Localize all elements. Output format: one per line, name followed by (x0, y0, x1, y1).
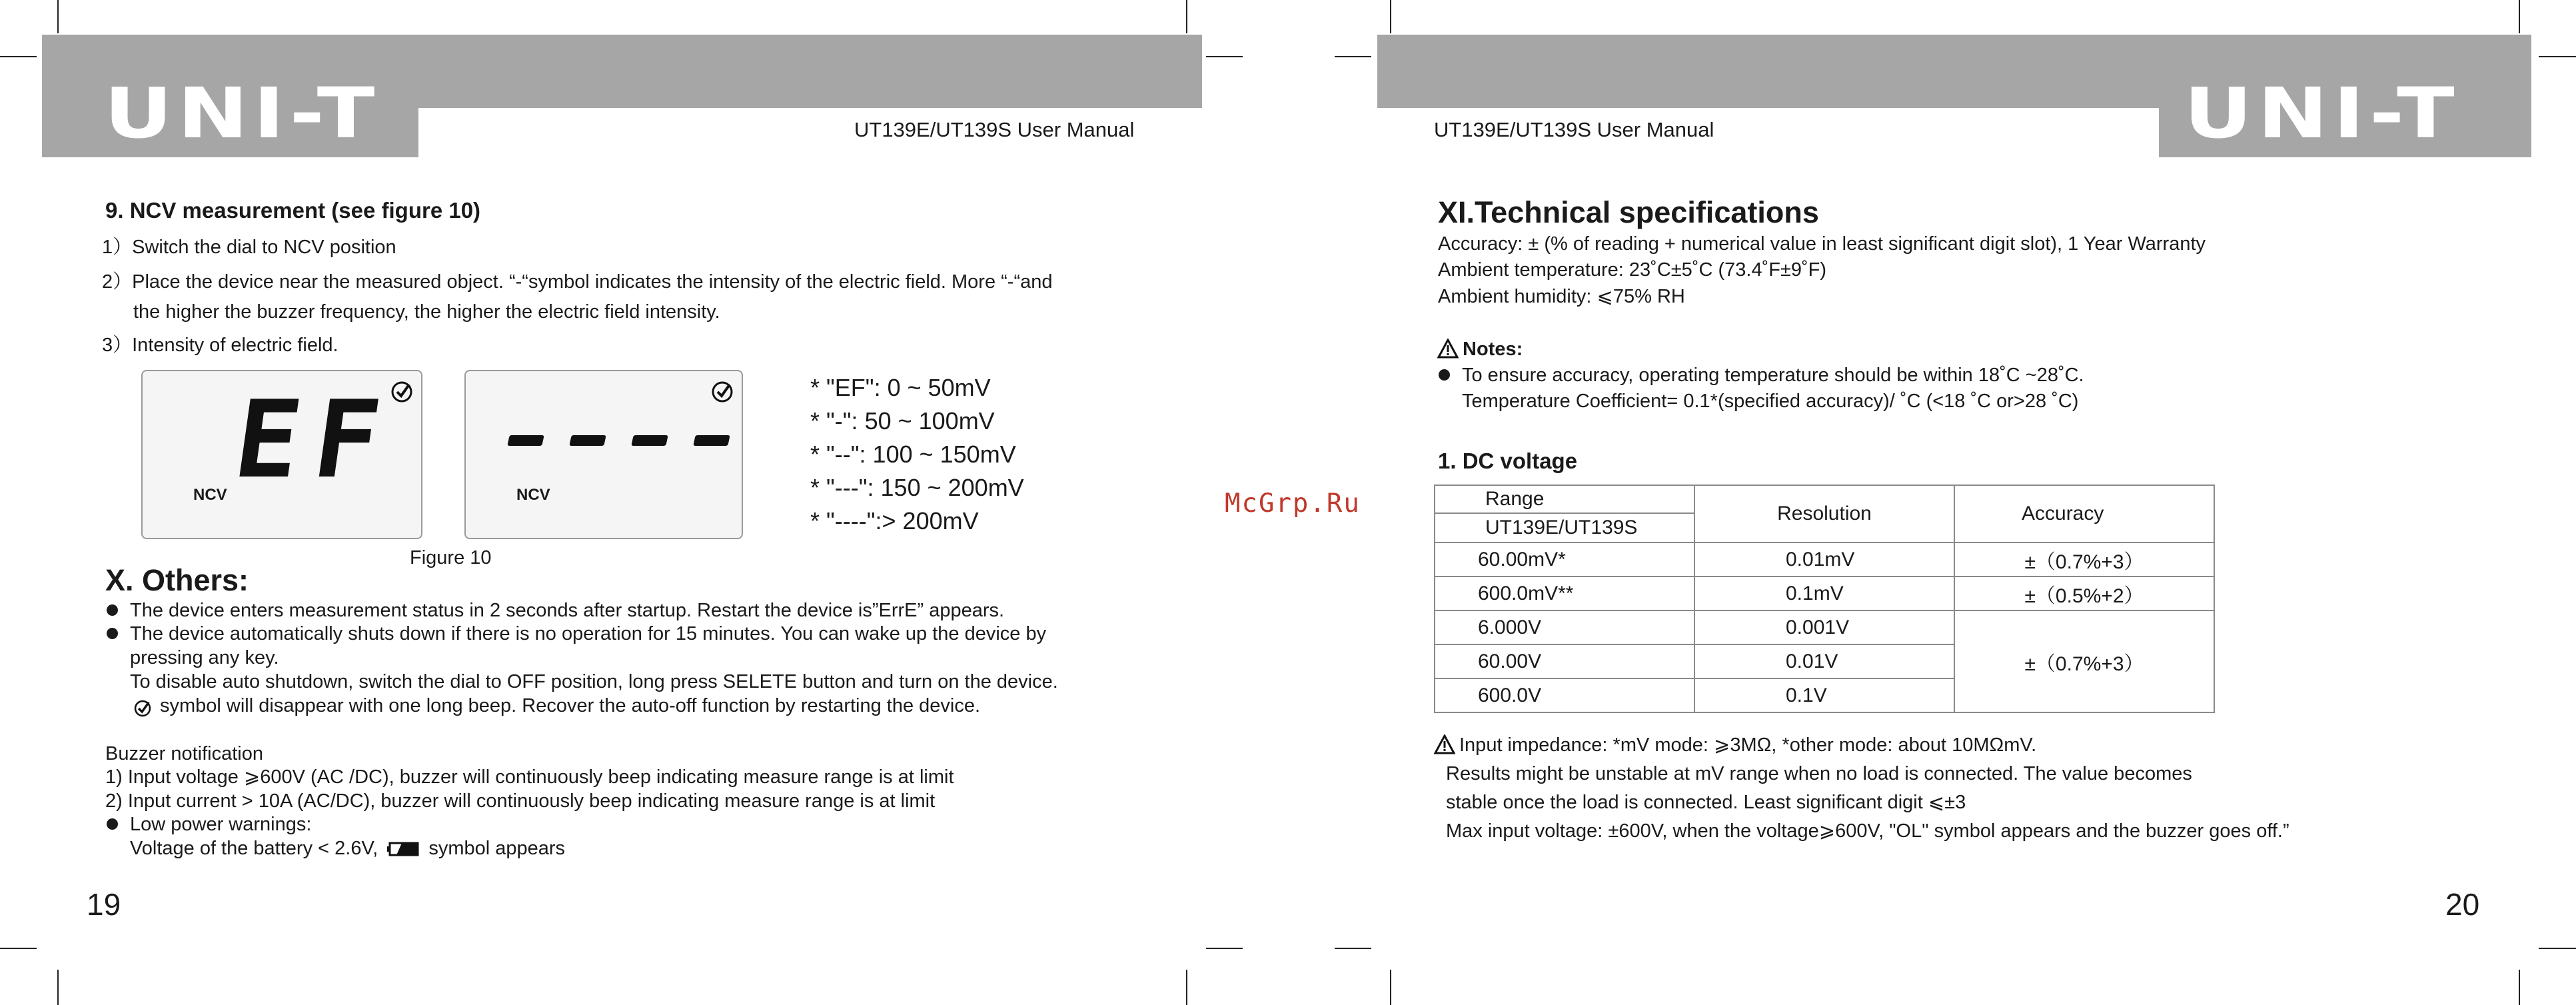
ncv-step-2-cont: the higher the buzzer frequency, the higher the electric field intensity. (133, 301, 720, 323)
crop-mark (1186, 0, 1187, 33)
page-number-right: 20 (2445, 887, 2480, 922)
table-header-range: Range (1435, 485, 1694, 513)
table-cell-range: 6.000V (1435, 610, 1694, 644)
unstable-note-2: stable once the load is connected. Least significant digit ⩽±3 (1446, 792, 1966, 813)
crop-mark (2519, 0, 2520, 33)
table-row (1435, 542, 2214, 576)
table-row (1435, 576, 2214, 610)
table-cell-range: 60.00mV* (1435, 542, 1694, 576)
table-cell-range: 60.00V (1435, 644, 1694, 678)
brand-logo-left: UNI-T (104, 73, 380, 154)
ncv-step-2: 2）Place the device near the measured object. “-“symbol indicates the intensity of the electric field. More “-“and (102, 271, 1053, 293)
table-cell-resolution: 0.1V (1694, 678, 1954, 712)
buzzer-item-2: 2) Input current > 10A (AC/DC), buzzer will continuously beep indicating measure range is at limit (105, 790, 936, 812)
lcd-dash (631, 435, 668, 446)
manual-title-left: UT139E/UT139S User Manual (854, 118, 1135, 141)
crop-mark (0, 948, 37, 949)
table-cell-resolution: 0.001V (1694, 610, 1954, 644)
crop-mark (1390, 970, 1391, 1005)
crop-mark (57, 970, 59, 1005)
crop-mark (57, 0, 59, 33)
crop-mark (1206, 56, 1243, 57)
auto-off-icon (132, 698, 153, 719)
others-bullet-2-line2: pressing any key. (130, 647, 279, 668)
battery-line (130, 836, 565, 860)
notes-label: Notes: (1463, 339, 1523, 360)
legend-item: * "---": 150 ~ 200mV (810, 474, 1024, 501)
note-1: To ensure accuracy, operating temperature should be within 18˚C ~28˚C. (1462, 365, 2084, 386)
crop-mark (1186, 970, 1187, 1005)
spec-ambient-temperature: Ambient temperature: 23˚C±5˚C (73.4˚F±9˚F) (1438, 259, 1827, 281)
ncv-step-3: 3）Intensity of electric field. (102, 335, 338, 356)
lcd-dash (569, 435, 606, 446)
legend-item: * "--": 100 ~ 150mV (810, 441, 1016, 468)
table-cell-range: 600.0mV** (1435, 576, 1694, 610)
table-row (1435, 610, 2214, 644)
manual-title-right: UT139E/UT139S User Manual (1434, 118, 1714, 141)
unstable-note-1: Results might be unstable at mV range when no load is connected. The value becomes (1446, 763, 2192, 784)
specs-heading: XI.Technical specifications (1438, 195, 1819, 229)
spec-accuracy: Accuracy: ± (% of reading + numerical value in least significant digit slot), 1 Year Warranty (1438, 233, 2206, 255)
crop-mark (2539, 56, 2576, 57)
legend-item: * "EF": 0 ~ 50mV (810, 374, 991, 401)
lcd-display-dashes (464, 370, 743, 539)
table-cell-range: 600.0V (1435, 678, 1694, 712)
table-cell-accuracy: ±（0.5%+2） (1954, 576, 2214, 610)
table-cell-resolution: 0.01V (1694, 644, 1954, 678)
crop-mark (2519, 970, 2520, 1005)
others-bullet-2-line3: To disable auto shutdown, switch the dial to OFF position, long press SELETE button and turn on the device. (130, 671, 1058, 692)
crop-mark (1335, 948, 1371, 949)
low-power-heading: Low power warnings: (130, 814, 312, 835)
impedance-text: Input impedance: *mV mode: ⩾3MΩ, *other mode: about 10MΩmV. (1459, 734, 2037, 756)
legend-item: * "-": 50 ~ 100mV (810, 407, 995, 435)
lcd-ncv-label: NCV (516, 486, 550, 504)
auto-off-icon (710, 379, 735, 405)
table-cell-accuracy: ±（0.7%+3） (1954, 610, 2214, 712)
spec-ambient-humidity: Ambient humidity: ⩽75% RH (1438, 286, 1685, 307)
others-bullet-1: The device enters measurement status in 2 seconds after startup. Restart the device is”ErrE” appears. (130, 600, 1005, 621)
table-cell-accuracy: ±（0.7%+3） (1954, 542, 2214, 576)
notes-heading (1437, 337, 1523, 361)
battery-line-text: Voltage of the battery < 2.6V, (130, 838, 378, 859)
legend-item: * "----":> 200mV (810, 507, 979, 534)
others-bullet-2: The device automatically shuts down if there is no operation for 15 minutes. You can wake up the device by (130, 623, 1047, 644)
table-cell-resolution: 0.1mV (1694, 576, 1954, 610)
lcd-dash (507, 435, 544, 446)
table-header-row (1435, 485, 2214, 513)
figure-caption: Figure 10 (410, 547, 492, 568)
battery-line-suffix: symbol appears (428, 838, 566, 859)
crop-mark (1206, 948, 1243, 949)
others-heading: X. Others: (105, 563, 249, 597)
crop-mark (0, 56, 37, 57)
dc-voltage-heading: 1. DC voltage (1438, 449, 1578, 473)
table-header-accuracy: Accuracy (1954, 485, 2214, 542)
lcd-display-ef (141, 370, 422, 539)
watermark: McGrp.Ru (1225, 489, 1361, 518)
max-input-note: Max input voltage: ±600V, when the voltage⩾600V, "OL" symbol appears and the buzzer goes off.” (1446, 820, 2289, 842)
lcd-ef-text: EF (227, 377, 402, 502)
crop-mark (2539, 948, 2576, 949)
ncv-step-1: 1）Switch the dial to NCV position (102, 237, 396, 258)
lcd-dash (693, 435, 730, 446)
crop-mark (1335, 56, 1371, 57)
crop-mark (1390, 0, 1391, 33)
table-header-model: UT139E/UT139S (1435, 513, 1694, 542)
impedance-note (1434, 733, 2036, 757)
table-header-resolution: Resolution (1694, 485, 1954, 542)
table-cell-resolution: 0.01mV (1694, 542, 1954, 576)
note-2: Temperature Coefficient= 0.1*(specified accuracy)/ ˚C (<18 ˚C or>28 ˚C) (1462, 391, 2079, 412)
dc-voltage-table (1434, 485, 2215, 713)
warning-icon (1437, 339, 1459, 359)
ncv-heading: 9. NCV measurement (see figure 10) (105, 198, 481, 223)
lcd-ncv-label: NCV (193, 486, 227, 504)
page-number-left: 19 (87, 887, 121, 922)
buzzer-heading: Buzzer notification (105, 743, 263, 764)
brand-logo-right: UNI-T (2184, 73, 2459, 154)
battery-icon (387, 841, 419, 857)
buzzer-item-1: 1) Input voltage ⩾600V (AC /DC), buzzer will continuously beep indicating measure range is at limit (105, 766, 954, 788)
others-bullet-2-line4: symbol will disappear with one long beep. Recover the auto-off function by restarting the device. (160, 695, 981, 716)
warning-icon (1434, 734, 1455, 754)
